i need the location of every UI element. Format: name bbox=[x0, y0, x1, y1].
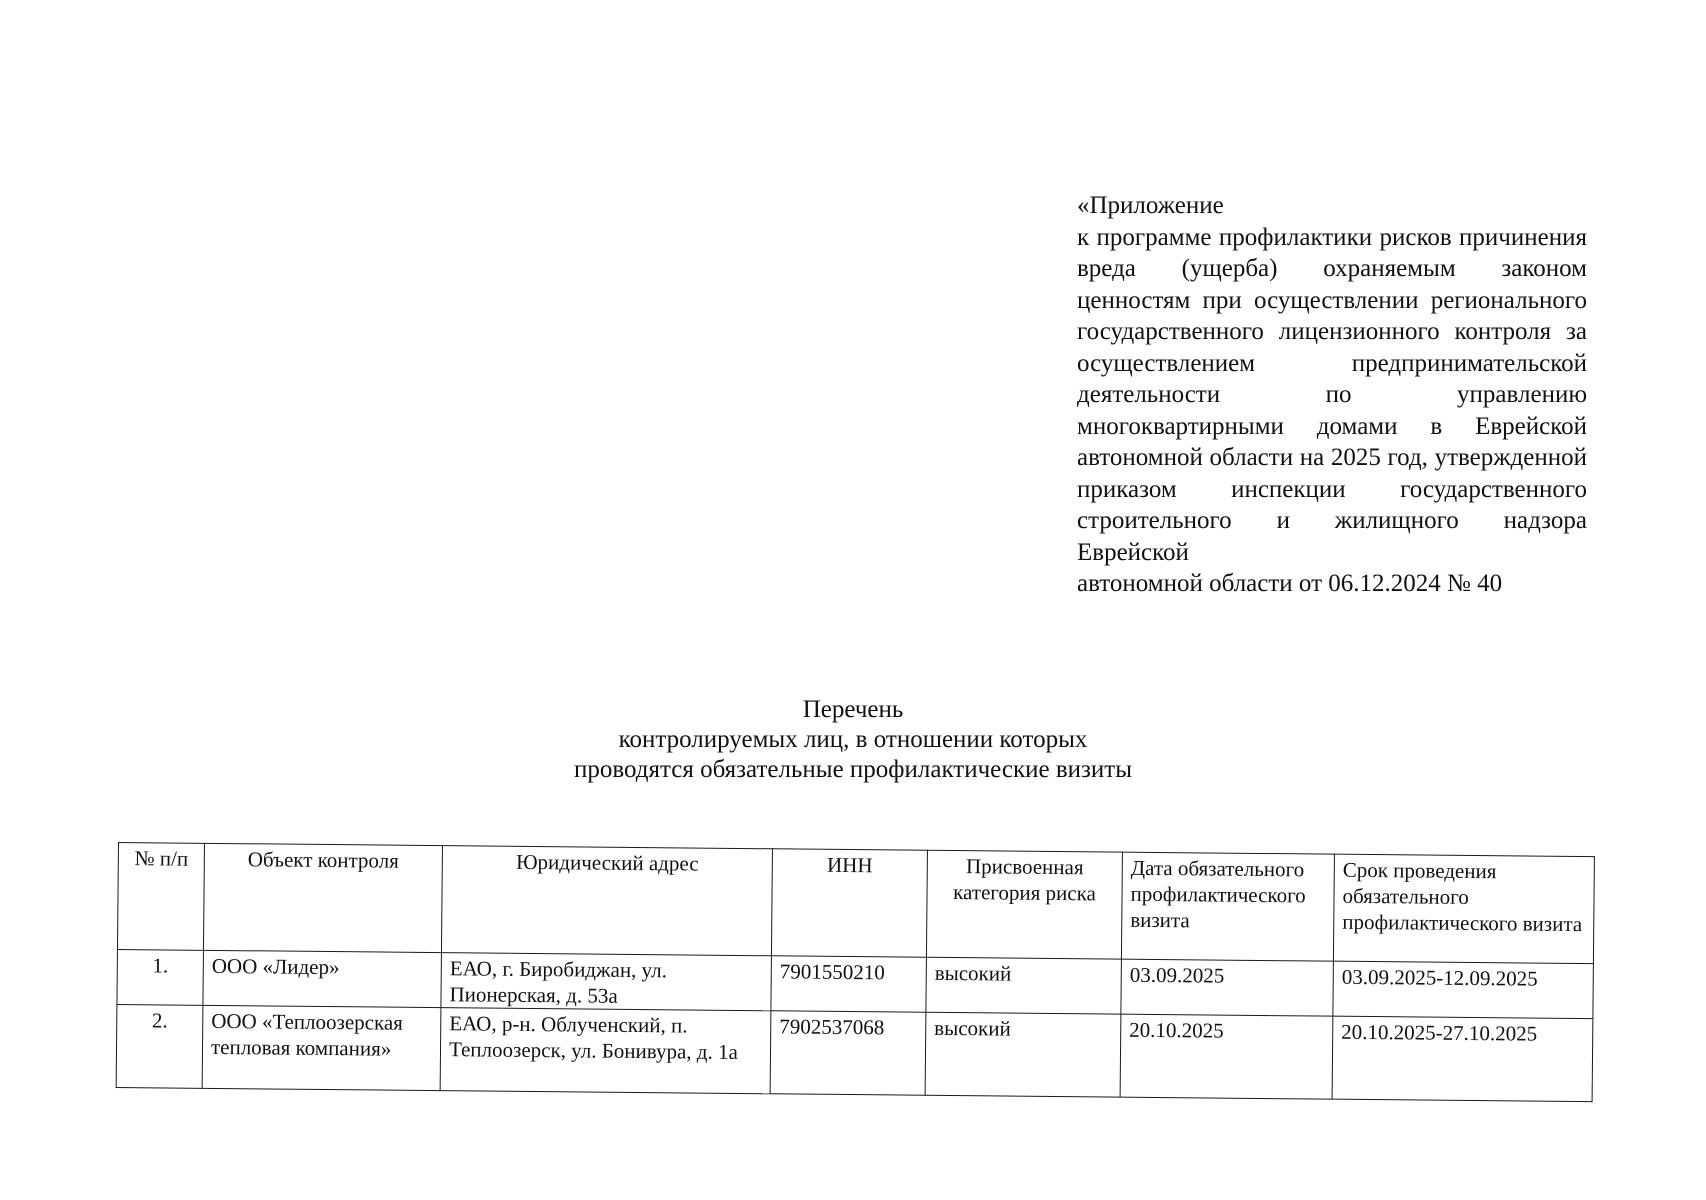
header-risk: Присвоенная категория риска bbox=[926, 850, 1122, 959]
header-number: № п/п bbox=[117, 843, 204, 951]
row-address: ЕАО, р-н. Облученский, п. Теплоозерск, ул. Бонивура, д. 1а bbox=[440, 1008, 771, 1094]
header-inn: ИНН bbox=[771, 849, 927, 957]
row-risk: высокий bbox=[925, 1012, 1121, 1097]
row-visit-period: 03.09.2025-12.09.2025 bbox=[1333, 961, 1594, 1018]
appendix-first-line: «Приложение bbox=[1077, 192, 1224, 219]
visits-table bbox=[116, 842, 1595, 1102]
title-line-3: проводятся обязательные профилактические визиты bbox=[574, 756, 1132, 783]
row-visit-date: 20.10.2025 bbox=[1120, 1014, 1333, 1099]
header-object: Объект контроля bbox=[203, 843, 442, 952]
row-number: 1. bbox=[117, 949, 204, 1005]
title-line-2: контролируемых лиц, в отношении которых bbox=[618, 726, 1088, 753]
row-object: ООО «Теплоозерская тепловая компания» bbox=[202, 1005, 441, 1090]
row-risk: высокий bbox=[926, 957, 1122, 1014]
table-header-row bbox=[117, 843, 1594, 964]
document-title bbox=[453, 695, 1253, 785]
row-address: ЕАО, г. Биробиджан, ул. Пионерская, д. 53а bbox=[441, 953, 772, 1011]
appendix-body: к программе профилактики рисков причинения вреда (ущерба) охраняемым законом ценностям при осуществлении регионального государственного лицензионного контроля за осуществлением предпринимательской деятельности по управлению многоквартирными домами в Еврейской автономной области на 2025 год, утвержденной приказом инспекции государственного строительного и жилищного надзора Еврейской bbox=[1077, 223, 1587, 566]
header-address: Юридический адрес bbox=[441, 846, 772, 956]
row-object: ООО «Лидер» bbox=[203, 950, 442, 1007]
row-visit-period: 20.10.2025-27.10.2025 bbox=[1332, 1016, 1593, 1101]
appendix-last-line: автономной области от 06.12.2024 № 40 bbox=[1077, 570, 1503, 597]
row-inn: 7901550210 bbox=[771, 956, 927, 1012]
header-visit-date: Дата обязательного профилактического визита bbox=[1121, 852, 1334, 961]
table-row bbox=[116, 1004, 1593, 1101]
title-line-1: Перечень bbox=[802, 696, 904, 723]
appendix-header bbox=[1077, 190, 1587, 600]
row-number: 2. bbox=[116, 1004, 203, 1088]
visits-table-wrapper bbox=[116, 842, 1594, 1102]
row-inn: 7902537068 bbox=[770, 1011, 926, 1095]
row-visit-date: 03.09.2025 bbox=[1121, 959, 1334, 1016]
header-visit-period: Срок проведения обязательного профилактического визита bbox=[1333, 854, 1594, 963]
